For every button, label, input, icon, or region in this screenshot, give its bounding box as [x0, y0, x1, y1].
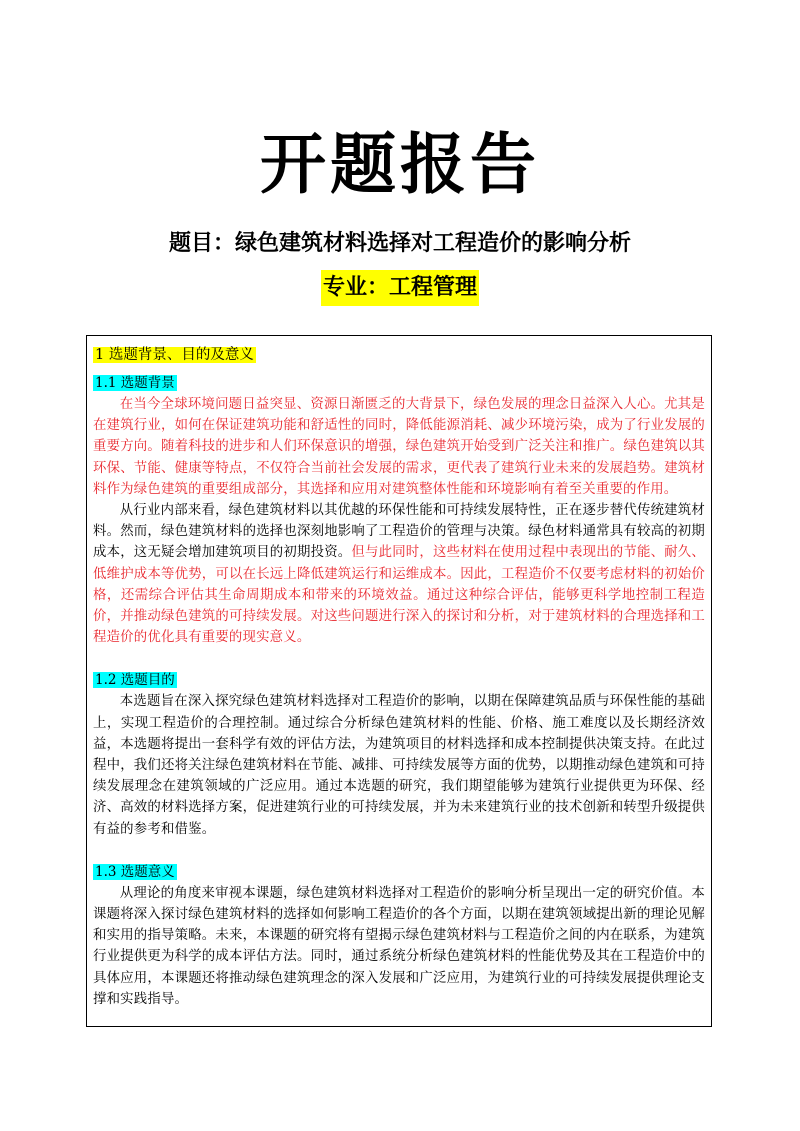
subsection-title-significance: [93, 861, 705, 883]
spacer: [93, 648, 705, 669]
purpose-paragraph: 本选题旨在深入探究绿色建筑材料选择对工程造价的影响，以期在保障建筑品质与环保性能的基础上，实现工程造价的合理控制。通过综合分析绿色建筑材料的性能、价格、施工难度以及长期经济效益，本选题将提出一套科学有效的评估方法，为建筑项目的材料选择和成本控制提供决策支持。在此过程中，我们还将关注绿色建筑材料在节能、减排、可持续发展等方面的优势，以期推动绿色建筑和可持续发展理念在建筑领域的广泛应用。通过本选题的研究，我们期望能够为建筑行业提供更为环保、经济、高效的材料选择方案，促进建筑行业的可持续发展，并为未来建筑行业的技术创新和转型升级提供有益的参考和借鉴。: [93, 694, 705, 837]
subsection-title-purpose: [93, 669, 705, 691]
report-subject: 题目：绿色建筑材料选择对工程造价的影响分析: [168, 231, 631, 256]
content-box: [86, 335, 712, 1027]
spacer: [93, 840, 705, 861]
background-paragraph-2-black: 从行业内部来看，绿色建筑材料以其优越的环保性能和可持续发展特性，正在逐步替代传统建筑材料。然而，绿色建筑材料的选择也深刻地影响了工程造价的管理与决策。绿色材料通常具有较高的初期成本，这无疑会增加建筑项目的初期投资。: [93, 503, 705, 561]
subsection-title-significance-text: 1.3 选题意义: [95, 863, 175, 880]
subsection-title-background: [93, 372, 705, 394]
report-title: 开题报告: [260, 126, 540, 203]
background-paragraph-2-red: 但与此同时，这些材料在使用过程中表现出的节能、耐久、低维护成本等优势，可以在长远上降低建筑运行和运维成本。因此，工程造价不仅要考虑材料的初始价格，还需综合评估其生命周期成本和带来的环境效益。通过这种综合评估，能够更科学地控制工程造价，并推动绿色建筑的可持续发展。对这些问题进行深入的探讨和分析，对于建筑材料的合理选择和工程造价的优化具有重要的现实意义。: [93, 545, 705, 646]
subsection-title-background-text: 1.1 选题背景: [95, 375, 175, 391]
major-wrapper: [0, 270, 800, 306]
background-paragraph-1: 在当今全球环境问题日益突显、资源日渐匮乏的大背景下，绿色发展的理念日益深入人心。尤其是在建筑行业，如何在保证建筑功能和舒适性的同时，降低能源消耗、减少环境污染，成为了行业发展的重要方向。随着科技的进步和人们环保意识的增强，绿色建筑开始受到广泛关注和推广。绿色建筑以其环保、节能、健康等特点，不仅符合当前社会发展的需求，更代表了建筑行业未来的发展趋势。建筑材料作为绿色建筑的重要组成部分，其选择和应用对建筑整体性能和环境影响有着至关重要的作用。: [93, 397, 705, 497]
background-paragraph-2: [93, 500, 705, 648]
section-title: [93, 344, 705, 366]
report-major: 专业：工程管理: [321, 270, 479, 306]
section-title-text: 1 选题背景、目的及意义: [95, 347, 254, 363]
significance-paragraph: 从理论的角度来审视本课题，绿色建筑材料选择对工程造价的影响分析呈现出一定的研究价值。本课题将深入探讨绿色建筑材料的选择如何影响工程造价的各个方面，以期在建筑领域提出新的理论见解和实用的指导策略。未来，本课题的研究将有望揭示绿色建筑材料与工程造价之间的内在联系，为建筑行业提供更为科学的成本评估方法。同时，通过系统分析绿色建筑材料的性能优势及其在工程造价中的具体应用，本课题还将推动绿色建筑理念的深入发展和广泛应用，为建筑行业的可持续发展提供理论支撑和实践指导。: [93, 885, 705, 1007]
subsection-title-purpose-text: 1.2 选题目的: [95, 672, 175, 689]
